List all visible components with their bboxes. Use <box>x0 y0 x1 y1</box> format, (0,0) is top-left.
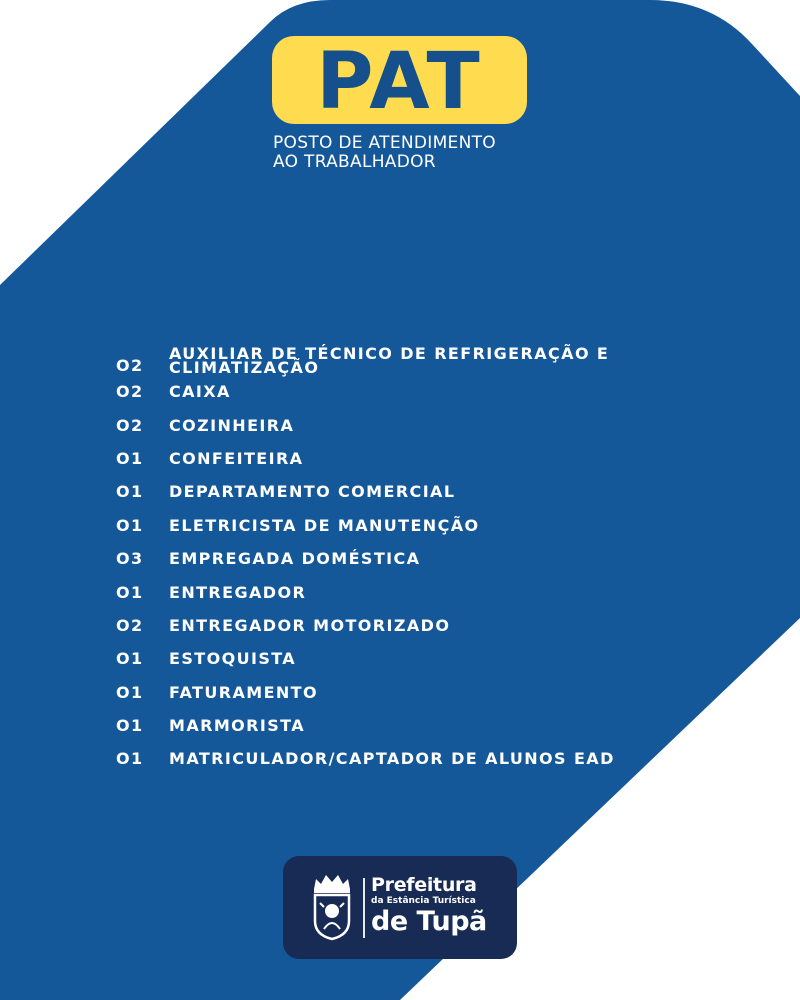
job-openings-list <box>116 333 676 776</box>
job-quantity: O2 <box>116 415 144 435</box>
job-title: AUXILIAR DE TÉCNICO DE REFRIGERAÇÃO E CLIMATIZAÇÃO <box>169 344 610 377</box>
job-title: CONFEITEIRA <box>169 448 304 468</box>
job-item <box>116 475 676 508</box>
logo-line1: Prefeitura <box>371 874 477 896</box>
job-quantity: O1 <box>116 749 144 769</box>
job-quantity: O1 <box>116 649 144 669</box>
logo-divider <box>363 878 365 938</box>
job-item <box>116 676 676 709</box>
job-title: ESTOQUISTA <box>169 649 297 669</box>
job-item <box>116 575 676 608</box>
job-quantity: O2 <box>116 615 144 635</box>
job-item <box>116 542 676 575</box>
job-quantity: O1 <box>116 682 144 702</box>
job-quantity: O1 <box>116 582 144 602</box>
pat-subtitle <box>273 134 496 172</box>
job-title: DEPARTAMENTO COMERCIAL <box>169 482 456 502</box>
logo-line3: de Tupã <box>371 906 487 937</box>
job-title: FATURAMENTO <box>169 682 319 702</box>
job-quantity: O1 <box>116 448 144 468</box>
job-quantity: O2 <box>116 356 144 375</box>
logo-wordmark <box>371 875 487 937</box>
job-item <box>116 509 676 542</box>
job-quantity: O1 <box>116 716 144 736</box>
job-title: MARMORISTA <box>169 716 305 736</box>
job-item <box>116 333 676 375</box>
prefeitura-logo <box>283 856 517 959</box>
pat-subtitle-line2: AO TRABALHADOR <box>273 152 436 172</box>
job-title: EMPREGADA DOMÉSTICA <box>169 549 421 569</box>
job-title: ENTREGADOR <box>169 582 307 602</box>
job-item <box>116 742 676 775</box>
pat-badge <box>272 36 527 127</box>
job-title: COZINHEIRA <box>169 415 295 435</box>
job-item <box>116 408 676 441</box>
job-item <box>116 442 676 475</box>
pat-badge-text: PAT <box>316 37 483 127</box>
city-crest-icon <box>310 873 354 941</box>
job-quantity: O1 <box>116 515 144 535</box>
job-quantity: O2 <box>116 382 144 402</box>
job-item <box>116 375 676 408</box>
job-title: ENTREGADOR MOTORIZADO <box>169 615 451 635</box>
job-title: ELETRICISTA DE MANUTENÇÃO <box>169 515 480 535</box>
job-title: CAIXA <box>169 382 231 402</box>
job-item <box>116 642 676 675</box>
pat-subtitle-line1: POSTO DE ATENDIMENTO <box>273 133 496 153</box>
job-quantity: O1 <box>116 482 144 502</box>
job-quantity: O3 <box>116 549 144 569</box>
logo-line2: da Estância Turística <box>371 896 476 906</box>
job-title: MATRICULADOR/CAPTADOR DE ALUNOS EAD <box>169 749 615 769</box>
job-item <box>116 609 676 642</box>
job-item <box>116 709 676 742</box>
